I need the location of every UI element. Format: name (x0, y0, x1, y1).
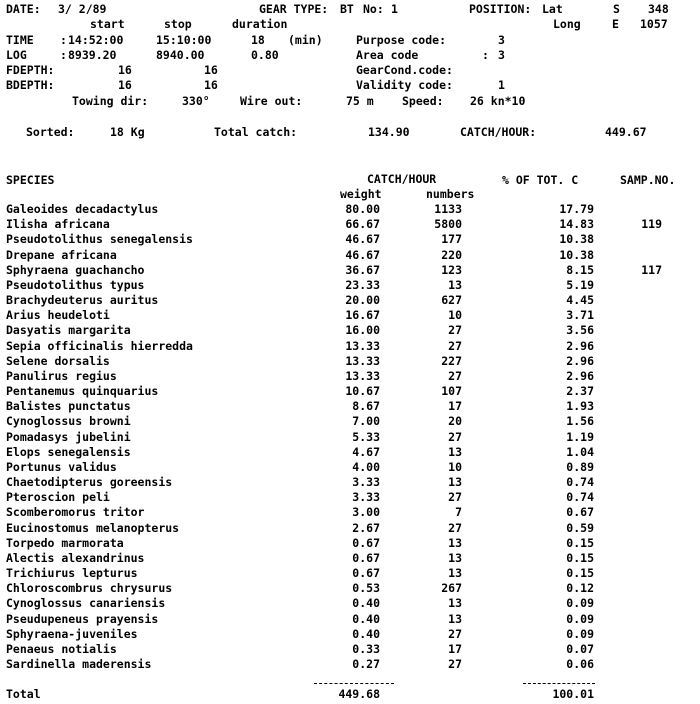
weight-cell: 5.33 (352, 430, 380, 444)
long-label: Long (553, 17, 581, 31)
numbers-cell: 13 (448, 612, 462, 626)
weight-cell: 8.67 (352, 399, 380, 413)
speed-label: Speed: (402, 94, 444, 108)
numbers-cell: 27 (448, 339, 462, 353)
log-duration: 0.80 (251, 48, 279, 62)
bdepth-stop: 16 (204, 78, 218, 92)
numbers-cell: 1133 (434, 202, 462, 216)
pct-total-cell: 0.74 (566, 475, 594, 489)
log-stop: 8940.00 (156, 48, 205, 62)
date-label: DATE: (6, 2, 41, 16)
numbers-cell: 27 (448, 369, 462, 383)
towing-dir-value: 330° (182, 94, 210, 108)
numbers-cell: 27 (448, 430, 462, 444)
validity-code-value: 1 (498, 78, 505, 92)
fdepth-start: 16 (118, 63, 132, 77)
weight-cell: 0.40 (352, 612, 380, 626)
area-code-label: Area code (356, 48, 419, 62)
sample-no-column-header: SAMP.NO. (620, 173, 676, 187)
numbers-cell: 123 (441, 263, 462, 277)
numbers-cell: 267 (441, 581, 462, 595)
numbers-cell: 220 (441, 248, 462, 262)
pct-total-cell: 0.07 (566, 642, 594, 656)
pct-total-cell: 0.15 (566, 551, 594, 565)
species-name: Alectis alexandrinus (6, 551, 145, 565)
towing-dir-label: Towing dir: (72, 94, 149, 108)
weight-cell: 0.40 (352, 596, 380, 610)
weight-cell: 16.00 (345, 323, 380, 337)
species-name: Balistes punctatus (6, 399, 131, 413)
speed-value: 26 kn*10 (470, 94, 526, 108)
time-unit: (min) (288, 33, 323, 47)
bdepth-start: 16 (118, 78, 132, 92)
weight-cell: 0.67 (352, 536, 380, 550)
weight-cell: 66.67 (345, 217, 380, 231)
sample-no-cell: 119 (641, 217, 662, 231)
numbers-cell: 13 (448, 596, 462, 610)
weight-cell: 4.00 (352, 460, 380, 474)
total-label: Total (6, 687, 41, 701)
weight-cell: 0.53 (352, 581, 380, 595)
numbers-cell: 10 (448, 308, 462, 322)
species-name: Sphyraena-juveniles (6, 627, 138, 641)
pct-total-cell: 2.96 (566, 354, 594, 368)
position-label: POSITION: (469, 2, 532, 16)
pct-total-cell: 14.83 (559, 217, 594, 231)
pct-total-cell: 2.96 (566, 339, 594, 353)
species-name: Brachydeuterus auritus (6, 293, 159, 307)
start-column-header: start (90, 17, 125, 31)
pct-total-cell: 4.45 (566, 293, 594, 307)
catch-per-hour-value: 449.67 (605, 125, 647, 139)
numbers-cell: 5800 (434, 217, 462, 231)
date-value: 3/ 2/89 (58, 2, 107, 16)
numbers-cell: 177 (441, 232, 462, 246)
species-name: Cynoglossus canariensis (6, 596, 166, 610)
species-name: Pseudotolithus senegalensis (6, 232, 193, 246)
weight-cell: 4.67 (352, 445, 380, 459)
species-name: Pentanemus quinquarius (6, 384, 159, 398)
numbers-cell: 13 (448, 551, 462, 565)
numbers-cell: 10 (448, 460, 462, 474)
species-column-header: SPECIES (6, 173, 55, 187)
wire-out-label: Wire out: (240, 94, 303, 108)
pct-total-cell: 0.09 (566, 627, 594, 641)
weight-cell: 3.33 (352, 475, 380, 489)
pct-total-cell: 1.19 (566, 430, 594, 444)
species-name: Penaeus notialis (6, 642, 117, 656)
numbers-cell: 17 (448, 642, 462, 656)
species-name: Sepia officinalis hierredda (6, 339, 193, 353)
pct-total-cell: 8.15 (566, 263, 594, 277)
weight-cell: 36.67 (345, 263, 380, 277)
numbers-cell: 27 (448, 627, 462, 641)
pct-total-cell: 10.38 (559, 232, 594, 246)
long-value: 1057 (640, 17, 668, 31)
numbers-cell: 27 (448, 323, 462, 337)
weight-cell: 80.00 (345, 202, 380, 216)
pct-total-cell: 10.38 (559, 248, 594, 262)
weight-cell: 0.40 (352, 627, 380, 641)
numbers-cell: 20 (448, 414, 462, 428)
duration-column-header: duration (232, 17, 288, 31)
total-catch-value: 134.90 (368, 125, 410, 139)
numbers-cell: 13 (448, 536, 462, 550)
total-weight: 449.68 (338, 687, 380, 701)
numbers-cell: 227 (441, 354, 462, 368)
numbers-cell: 7 (455, 505, 462, 519)
weight-cell: 3.00 (352, 505, 380, 519)
sample-no-cell: 117 (641, 263, 662, 277)
species-name: Selene dorsalis (6, 354, 110, 368)
bdepth-label: BDEPTH: (6, 78, 55, 92)
species-name: Chloroscombrus chrysurus (6, 581, 173, 595)
pct-total-column-header: % OF TOT. C (502, 173, 579, 187)
no-label: No: (363, 2, 384, 16)
area-code-separator: : (482, 48, 489, 62)
pct-total-cell: 0.15 (566, 566, 594, 580)
numbers-cell: 107 (441, 384, 462, 398)
numbers-cell: 627 (441, 293, 462, 307)
species-name: Pseudotolithus typus (6, 278, 145, 292)
pct-total-cell: 1.56 (566, 414, 594, 428)
species-name: Arius heudeloti (6, 308, 110, 322)
catch-per-hour-label: CATCH/HOUR: (460, 125, 537, 139)
time-separator: : (60, 33, 67, 47)
pct-total-cell: 0.59 (566, 521, 594, 535)
log-start: 8939.20 (68, 48, 117, 62)
weight-cell: 23.33 (345, 278, 380, 292)
sorted-value: 18 Kg (110, 125, 145, 139)
weight-cell: 10.67 (345, 384, 380, 398)
weight-cell: 46.67 (345, 248, 380, 262)
weight-cell: 2.67 (352, 521, 380, 535)
weight-cell: 13.33 (345, 339, 380, 353)
pct-total-cell: 1.04 (566, 445, 594, 459)
numbers-cell: 13 (448, 566, 462, 580)
long-hemisphere: E (612, 17, 619, 31)
fdepth-stop: 16 (204, 63, 218, 77)
numbers-cell: 13 (448, 445, 462, 459)
species-name: Trichiurus lepturus (6, 566, 138, 580)
gear-type-label: GEAR TYPE: (259, 2, 329, 16)
species-name: Pteroscion peli (6, 490, 110, 504)
species-name: Pomadasys jubelini (6, 430, 131, 444)
purpose-code-label: Purpose code: (356, 33, 447, 47)
pct-total-cell: 0.09 (566, 596, 594, 610)
weight-cell: 20.00 (345, 293, 380, 307)
species-name: Drepane africana (6, 248, 117, 262)
species-name: Portunus validus (6, 460, 117, 474)
pct-total-cell: 2.37 (566, 384, 594, 398)
log-separator: : (60, 48, 67, 62)
species-name: Galeoides decadactylus (6, 202, 159, 216)
weight-cell: 0.67 (352, 551, 380, 565)
pct-total-cell: 2.96 (566, 369, 594, 383)
pct-total-cell: 0.89 (566, 460, 594, 474)
species-name: Elops senegalensis (6, 445, 131, 459)
weight-total-rule (314, 683, 394, 684)
no-value: 1 (391, 2, 398, 16)
total-catch-label: Total catch: (214, 125, 298, 139)
numbers-cell: 13 (448, 278, 462, 292)
species-name: Panulirus regius (6, 369, 117, 383)
pct-total-cell: 3.71 (566, 308, 594, 322)
pct-total-cell: 17.79 (559, 202, 594, 216)
species-name: Sphyraena guachancho (6, 263, 145, 277)
weight-cell: 7.00 (352, 414, 380, 428)
pct-total-cell: 1.93 (566, 399, 594, 413)
weight-cell: 46.67 (345, 232, 380, 246)
pct-total-cell: 0.09 (566, 612, 594, 626)
weight-cell: 13.33 (345, 369, 380, 383)
numbers-column-header: numbers (426, 187, 475, 201)
weight-cell: 13.33 (345, 354, 380, 368)
purpose-code-value: 3 (498, 33, 505, 47)
species-name: Ilisha africana (6, 217, 110, 231)
gearcond-code-label: GearCond.code: (356, 63, 453, 77)
weight-cell: 0.33 (352, 642, 380, 656)
time-stop: 15:10:00 (156, 33, 212, 47)
weight-cell: 0.67 (352, 566, 380, 580)
lat-value: 348 (648, 2, 669, 16)
numbers-cell: 27 (448, 521, 462, 535)
species-name: Chaetodipterus goreensis (6, 475, 173, 489)
time-label: TIME (6, 33, 34, 47)
fdepth-label: FDEPTH: (6, 63, 55, 77)
numbers-cell: 27 (448, 657, 462, 671)
species-name: Pseudupeneus prayensis (6, 612, 159, 626)
species-name: Cynoglossus browni (6, 414, 131, 428)
species-name: Dasyatis margarita (6, 323, 131, 337)
lat-label: Lat (542, 2, 563, 16)
pct-total-cell: 0.67 (566, 505, 594, 519)
numbers-cell: 17 (448, 399, 462, 413)
species-name: Sardinella maderensis (6, 657, 152, 671)
lat-hemisphere: S (613, 2, 620, 16)
sorted-label: Sorted: (26, 125, 75, 139)
pct-total-cell: 0.15 (566, 536, 594, 550)
species-name: Torpedo marmorata (6, 536, 124, 550)
pct-total-cell: 0.74 (566, 490, 594, 504)
stop-column-header: stop (164, 17, 192, 31)
gear-type-value: BT (340, 2, 354, 16)
species-name: Scomberomorus tritor (6, 505, 145, 519)
total-pct: 100.01 (552, 687, 594, 701)
pct-total-cell: 5.19 (566, 278, 594, 292)
pct-total-cell: 3.56 (566, 323, 594, 337)
numbers-cell: 13 (448, 475, 462, 489)
wire-out-value: 75 m (346, 94, 374, 108)
area-code-value: 3 (498, 48, 505, 62)
numbers-cell: 27 (448, 490, 462, 504)
time-start: 14:52:00 (68, 33, 124, 47)
pct-total-cell: 0.06 (566, 657, 594, 671)
pct-total-cell: 0.12 (566, 581, 594, 595)
weight-cell: 3.33 (352, 490, 380, 504)
weight-column-header: weight (340, 187, 382, 201)
pct-total-rule (523, 683, 595, 684)
log-label: LOG (6, 48, 27, 62)
time-duration: 18 (251, 33, 265, 47)
weight-cell: 16.67 (345, 308, 380, 322)
species-name: Eucinostomus melanopterus (6, 521, 180, 535)
catch-hour-column-header: CATCH/HOUR (367, 172, 437, 186)
weight-cell: 0.27 (352, 657, 380, 671)
validity-code-label: Validity code: (356, 78, 453, 92)
